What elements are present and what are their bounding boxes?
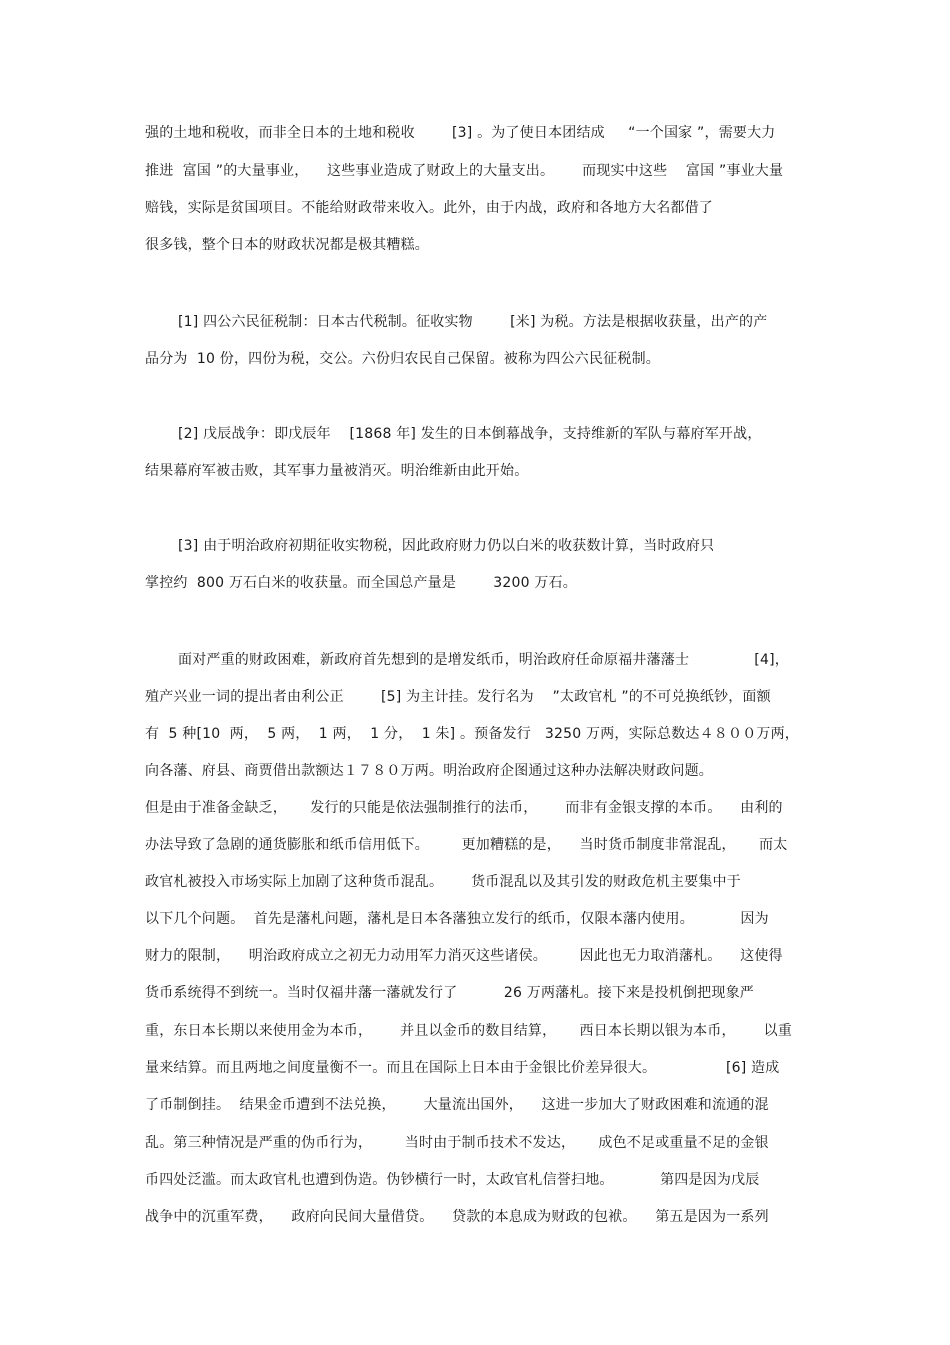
paragraph-2-line-4: 向各藩、府县、商贾借出款额达１７８０万两。明治政府企图通过这种办法解决财政问题。	[145, 763, 713, 779]
paragraph-2-line-10: 货币系统得不到统一。当时仅福井藩一藩就发行了 26 万两藩札。接下来是投机倒把现象严	[145, 985, 754, 1001]
paragraph-2-line-7: 政官札被投入市场实际上加剧了这种货币混乱。 货币混乱以及其引发的财政危机主要集中于	[145, 874, 741, 890]
paragraph-1-line-1: 强的土地和税收，而非全日本的土地和税收 [3] 。为了使日本团结成 “一个国家 ”，需要大力	[145, 125, 776, 141]
paragraph-2-line-11: 重，东日本长期以来使用金为本币， 并且以金币的数目结算， 西日本长期以银为本币， 以重	[145, 1023, 793, 1039]
footnote-2-line-2: 结果幕府军被击败，其军事力量被消灭。明治维新由此开始。	[145, 463, 529, 479]
paragraph-2-line-6: 办法导致了急剧的通货膨胀和纸币信用低下。 更加糟糕的是， 当时货币制度非常混乱， 而太	[145, 837, 788, 853]
paragraph-1-line-2: 推进 富国 ”的大量事业， 这些事业造成了财政上的大量支出。 而现实中这些 富国 ”事业大量	[145, 163, 784, 179]
paragraph-2-line-5: 但是由于准备金缺乏， 发行的只能是依法强制推行的法币， 而非有金银支撑的本币。 由利的	[145, 800, 783, 816]
paragraph-2-line-9: 财力的限制， 明治政府成立之初无力动用军力消灭这些诸侯。 因此也无力取消藩札。 这使得	[145, 948, 783, 964]
paragraph-2-line-2: 殖产兴业一词的提出者由利公正 [5] 为主计挂。发行名为 ”太政官札 ”的不可兑换纸钞，面额	[145, 689, 771, 705]
paragraph-2-line-3: 有 5 种[10 两， 5 两， 1 两， 1 分， 1 朱] 。预备发行 3250 万两，实际总数达４８００万两，	[145, 726, 800, 742]
paragraph-1-line-3: 赔钱，实际是贫国项目。不能给财政带来收入。此外，由于内战，政府和各地方大名都借了	[145, 200, 713, 216]
paragraph-2-line-14: 乱。第三种情况是严重的伪币行为， 当时由于制币技术不发达， 成色不足或重量不足的金银	[145, 1135, 769, 1151]
paragraph-2-line-13: 了币制倒挂。 结果金币遭到不法兑换， 大量流出国外， 这进一步加大了财政困难和流通的混	[145, 1097, 769, 1113]
paragraph-2-line-15: 币四处泛滥。而太政官札也遭到伪造。伪钞横行一时，太政官札信誉扫地。 第四是因为戊辰	[145, 1172, 760, 1188]
paragraph-2-line-12: 量来结算。而且两地之间度量衡不一。而且在国际上日本由于金银比价差异很大。 [6] 造成	[145, 1060, 780, 1076]
paragraph-1-line-4: 很多钱，整个日本的财政状况都是极其糟糕。	[145, 237, 429, 253]
footnote-3-line-1: [3] 由于明治政府初期征收实物税，因此政府财力仍以白米的收获数计算，当时政府只	[178, 538, 715, 554]
paragraph-2-line-16: 战争中的沉重军费， 政府向民间大量借贷。 贷款的本息成为财政的包袱。 第五是因为一系列	[145, 1209, 769, 1225]
footnote-1-line-2: 品分为 10 份，四份为税，交公。六份归农民自己保留。被称为四公六民征税制。	[145, 351, 660, 367]
footnote-1-line-1: [1] 四公六民征税制：日本古代税制。征收实物 [米] 为税。方法是根据收获量，出产的产	[178, 314, 768, 330]
footnote-3-line-2: 掌控约 800 万石白米的收获量。而全国总产量是 3200 万石。	[145, 575, 577, 591]
footnote-2-line-1: [2] 戊辰战争：即戊辰年 [1868 年] 发生的日本倒幕战争，支持维新的军队与幕府军开战，	[178, 426, 762, 442]
paragraph-2-line-1: 面对严重的财政困难，新政府首先想到的是增发纸币，明治政府任命原福井藩藩士 [4]，	[178, 652, 789, 668]
paragraph-2-line-8: 以下几个问题。 首先是藩札问题，藩札是日本各藩独立发行的纸币，仅限本藩内使用。 因为	[145, 911, 769, 927]
